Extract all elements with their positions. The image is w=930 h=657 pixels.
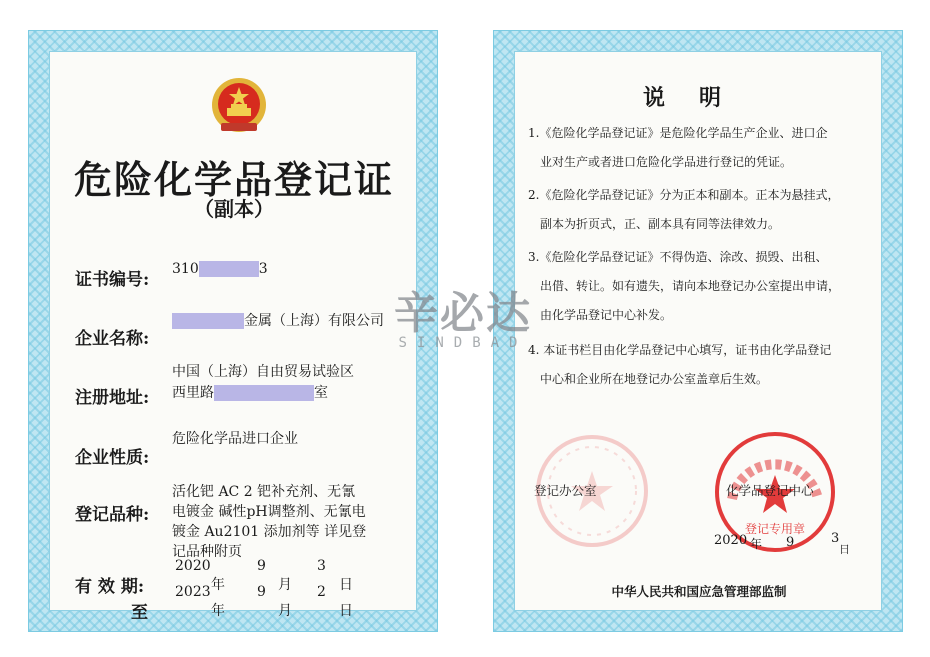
instruction-line: 3.《危险化学品登记证》不得伪造、涂改、损毁、出租、 [528, 250, 828, 264]
cert-number-prefix: 310 [172, 261, 199, 277]
from-year: 2020 [175, 558, 211, 574]
issue-month: 9 [786, 535, 795, 550]
from-year-unit: 年 [211, 577, 225, 593]
issue-year-unit: 年 [750, 537, 763, 551]
seal-stamp-text: 登记专用章 [744, 522, 806, 536]
from-month: 9 [257, 558, 266, 574]
redaction-block [199, 261, 259, 277]
issue-day-unit: 日 [839, 543, 850, 556]
from-month-unit: 月 [278, 577, 292, 593]
instructions-title: 说明 [642, 85, 755, 111]
redaction-block [172, 313, 244, 329]
validity-to-label: 至 [131, 603, 148, 623]
issue-day: 3 [831, 531, 840, 546]
products-line: 记品种附页 [172, 544, 242, 560]
instructions-page [493, 30, 903, 632]
redaction-block [214, 385, 314, 401]
instruction-item [528, 243, 870, 330]
cert-number-value [172, 259, 268, 279]
company-nature-value: 危险化学品进口企业 [172, 431, 298, 447]
instruction-item [528, 119, 870, 177]
from-day-unit: 日 [339, 577, 353, 593]
center-label: 化学品登记中心 [726, 483, 814, 498]
national-emblem-icon [207, 75, 271, 137]
certificate-page [28, 30, 438, 632]
to-day-unit: 日 [339, 603, 353, 619]
instruction-line: 副本为折页式，正、副本具有同等法律效力。 [540, 217, 781, 231]
watermark-brand-latin: SINDBAD [398, 335, 528, 351]
supervisor-text: 中华人民共和国应急管理部监制 [611, 584, 787, 599]
validity-label: 有 效 期: [75, 577, 145, 597]
instruction-line: 业对生产或者进口危险化学品进行登记的凭证。 [540, 155, 793, 169]
address-line-2 [172, 383, 328, 403]
instruction-line: 中心和企业所在地登记办公室盖章后生效。 [540, 372, 769, 386]
instruction-item [528, 336, 870, 394]
address-label: 注册地址: [75, 388, 150, 408]
products-line: 电镀金 碱性pH调整剂、无氰电 [172, 504, 366, 520]
address-line-2-suffix: 室 [314, 385, 328, 401]
to-day: 2 [317, 584, 326, 600]
to-month: 9 [257, 584, 266, 600]
address-line-2-prefix: 西里路 [172, 385, 214, 401]
products-line: 活化钯 AC 2 钯补充剂、无氰 [172, 484, 356, 500]
to-month-unit: 月 [278, 603, 292, 619]
watermark-brand: 辛必达 [394, 288, 532, 339]
to-year: 2023 [175, 584, 211, 600]
company-nature-label: 企业性质: [75, 448, 150, 468]
issue-year: 2020 [714, 533, 748, 548]
instruction-line: 出借、转让。如有遗失，请向本地登记办公室提出申请， [540, 279, 841, 293]
brand-watermark [378, 277, 548, 377]
cert-number-label: 证书编号: [75, 270, 150, 290]
company-name-text: 金属（上海）有限公司 [244, 313, 384, 329]
cert-number-suffix: 3 [258, 261, 268, 277]
certificate-title: 危险化学品登记证 [73, 157, 394, 202]
company-name-value [172, 311, 384, 331]
instruction-item [528, 181, 870, 239]
instruction-line: 2.《危险化学品登记证》分为正本和副本。正本为悬挂式， [528, 188, 840, 202]
to-year-unit: 年 [211, 603, 225, 619]
from-day: 3 [317, 558, 326, 574]
products-line: 镀金 Au2101 添加剂等 详见登 [172, 524, 367, 540]
instruction-line: 4. 本证书栏目由化学品登记中心填写，证书由化学品登记 [528, 343, 832, 357]
company-name-label: 企业名称: [75, 329, 150, 349]
products-label: 登记品种: [75, 505, 150, 525]
office-label: 登记办公室 [534, 483, 597, 498]
instruction-line: 由化学品登记中心补发。 [540, 308, 673, 322]
certificate-subtitle: （副本） [194, 197, 274, 221]
instruction-line: 1.《危险化学品登记证》是危险化学品生产企业、进口企 [528, 126, 828, 140]
address-line-1: 中国（上海）自由贸易试验区 [172, 364, 354, 380]
